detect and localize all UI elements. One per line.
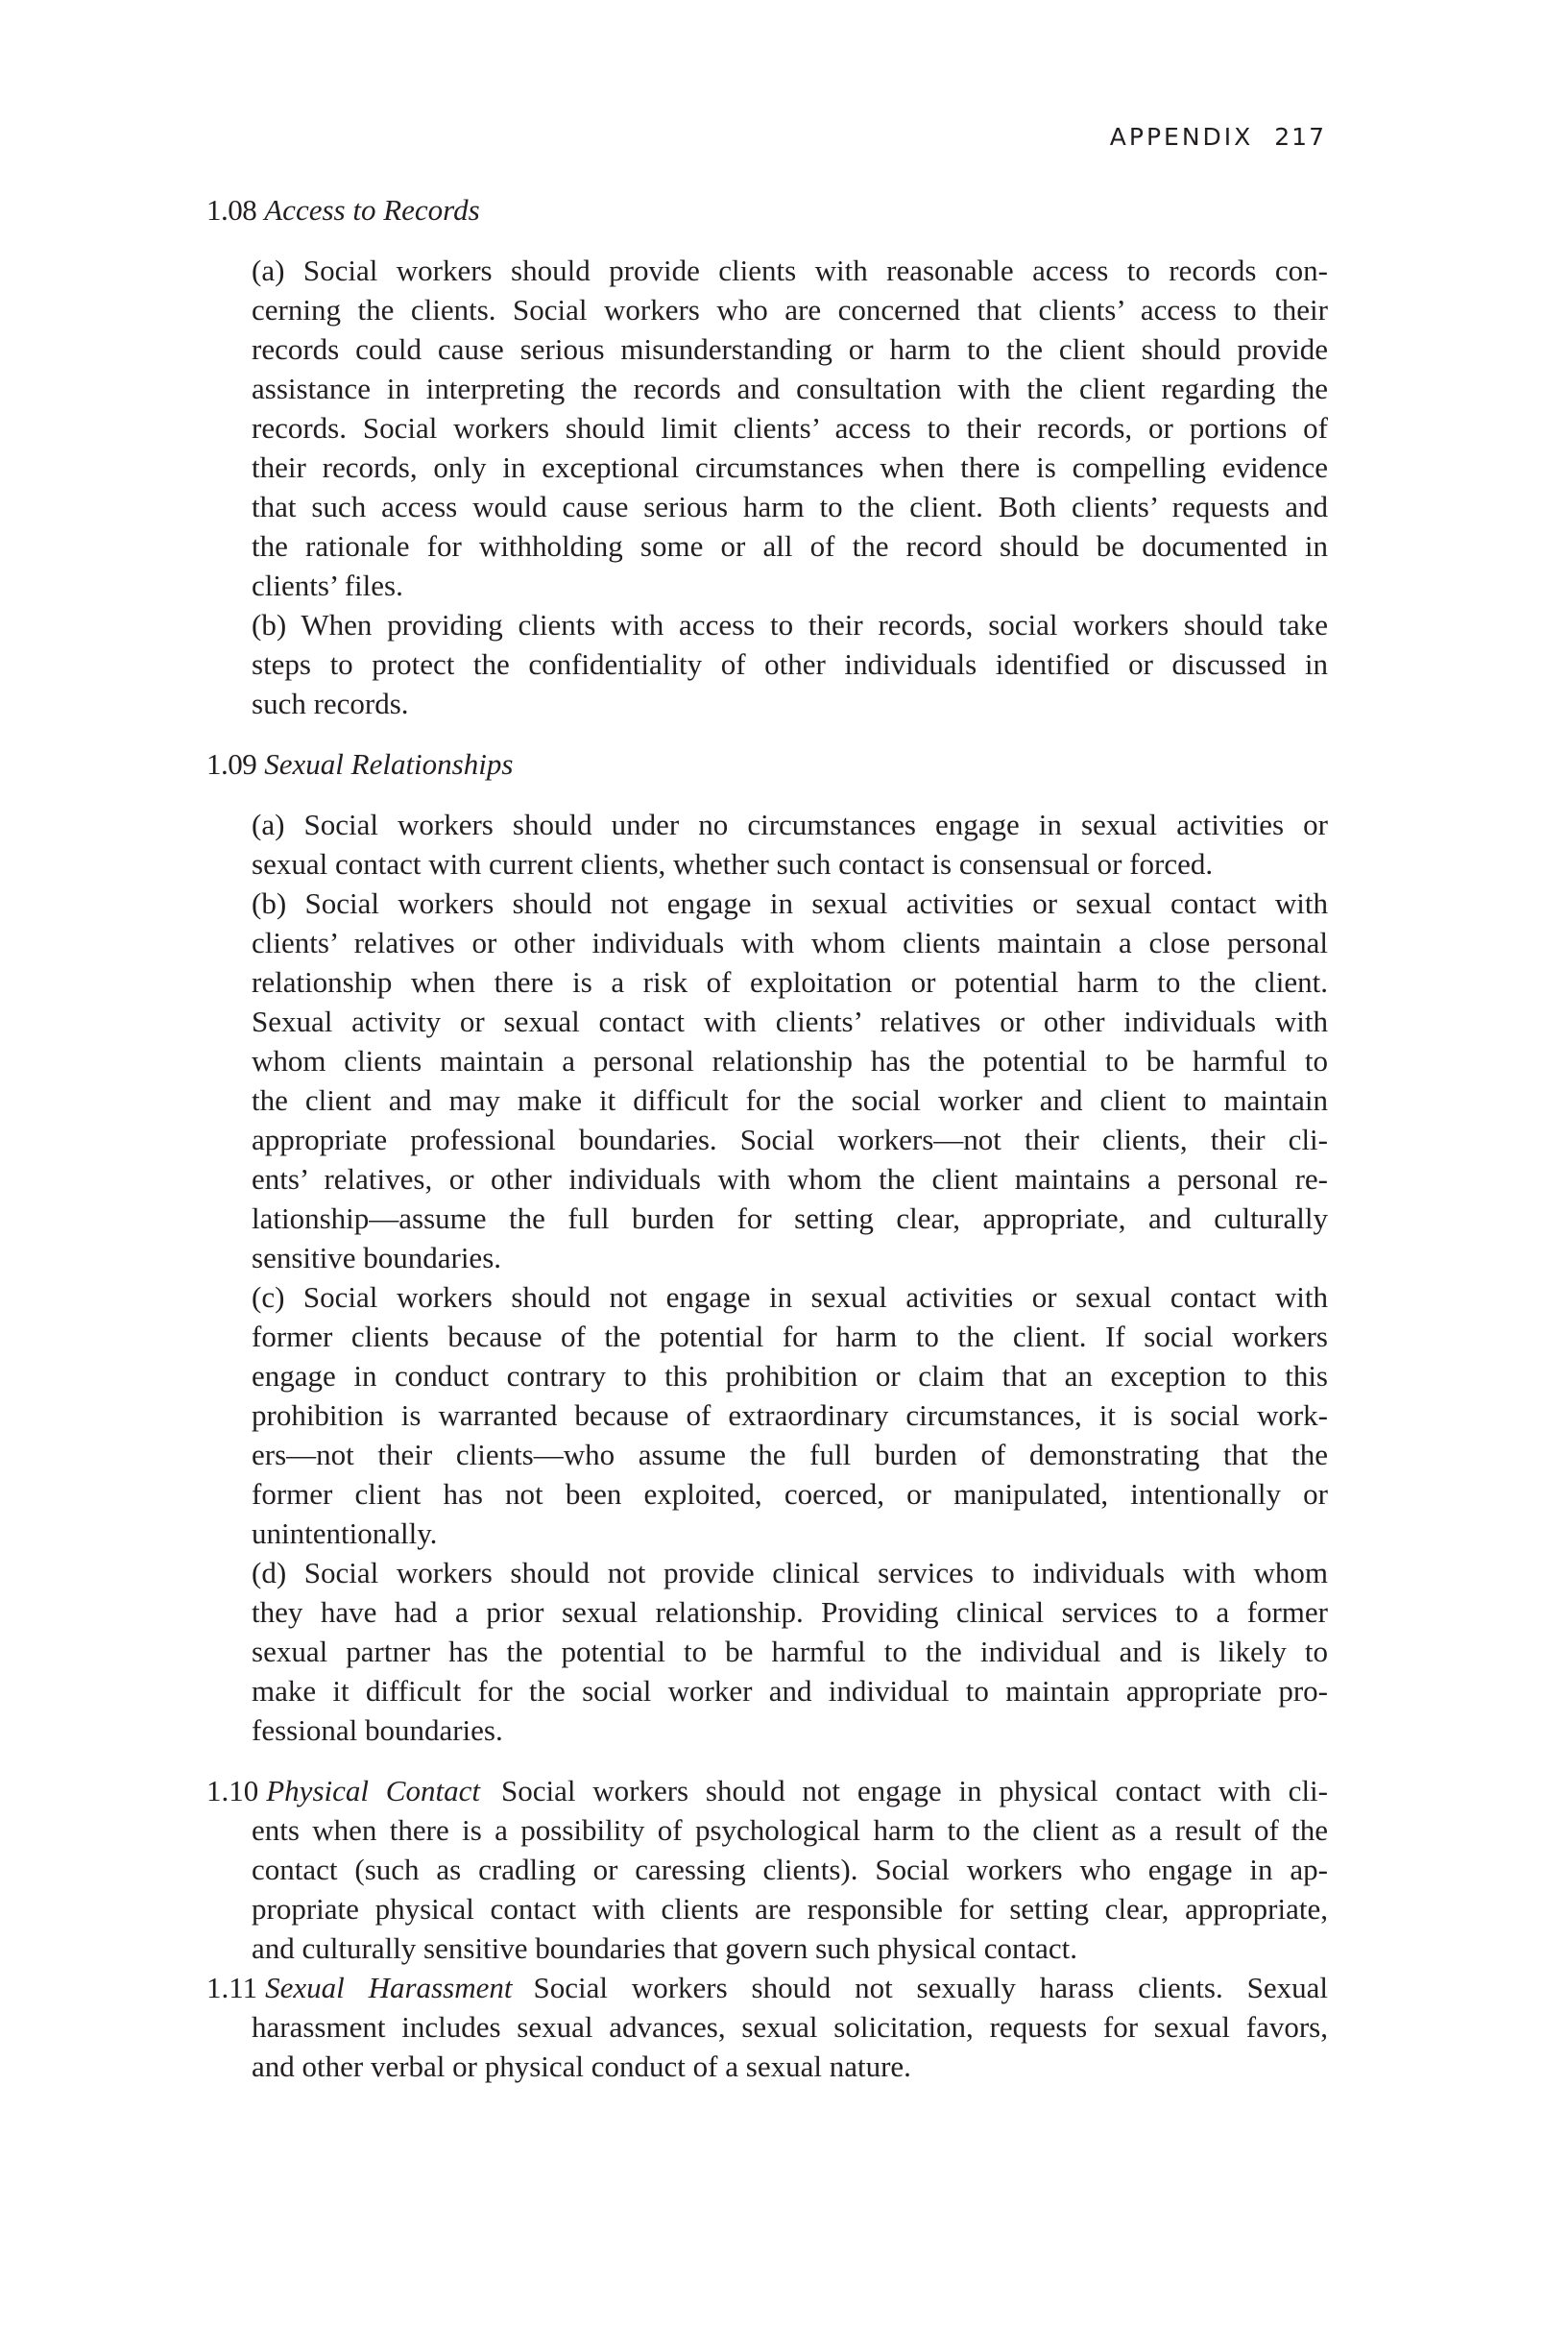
text-line: whom clients maintain a personal relationship has the potential to be harmful to (252, 1044, 1328, 1078)
text-line: cerning the clients. Social workers who are concerned that clients’ access to their (252, 293, 1328, 327)
text-line: such records. (252, 687, 409, 720)
section-title: Access to Records (264, 193, 480, 227)
paragraph-1-09-a (252, 805, 1328, 884)
section-number: 1.10 (206, 1774, 259, 1807)
section-1-10 (206, 1771, 1328, 1968)
text-line: make it difficult for the social worker and individual to maintain appropriate pro- (252, 1674, 1328, 1708)
text-line: fessional boundaries. (252, 1713, 503, 1747)
text-line: sexual contact with current clients, whether such contact is consensual or forced. (252, 847, 1214, 881)
text-line: the rationale for withholding some or all of the record should be documented in (252, 529, 1328, 563)
text-line: they have had a prior sexual relationship. Providing clinical services to a former (252, 1595, 1328, 1629)
text-line: (b) When providing clients with access to their records, social workers should take (252, 608, 1328, 642)
running-head-label: APPENDIX (1109, 123, 1254, 151)
section-heading-1-09 (206, 744, 1328, 784)
text-line: assistance in interpreting the records and consultation with the client regarding the (252, 372, 1328, 405)
text-line: lationship—assume the full burden for setting clear, appropriate, and culturally (252, 1201, 1328, 1235)
text-line: clients’ files. (252, 569, 403, 602)
section-gap (206, 1750, 1328, 1771)
section-title: Physical Contact (266, 1774, 480, 1807)
text-line: the client and may make it difficult for the social worker and client to maintain (252, 1083, 1328, 1117)
section-title: Sexual Harassment (265, 1971, 513, 2004)
paragraph-1-09-d (252, 1553, 1328, 1750)
section-title: Sexual Relationships (264, 747, 514, 781)
text-line: former client has not been exploited, coerced, or manipulated, intentionally or (252, 1477, 1328, 1511)
text-line: contact (such as cradling or caressing clients). Social workers who engage in ap- (252, 1853, 1328, 1886)
text-line: propriate physical contact with clients are responsible for setting clear, appropriate, (252, 1892, 1328, 1926)
section-number: 1.08 (206, 193, 257, 227)
paragraph-1-09-b (252, 884, 1328, 1277)
text-line: steps to protect the confidentiality of other individuals identified or discussed in (252, 647, 1328, 681)
text-line: sexual partner has the potential to be harmful to the individual and is likely to (252, 1635, 1328, 1668)
text-line: that such access would cause serious harm to the client. Both clients’ requests and (252, 490, 1328, 523)
text-line: their records, only in exceptional circumstances when there is compelling evidence (252, 450, 1328, 484)
text-line: ers—not their clients—who assume the full burden of demonstrating that the (252, 1438, 1328, 1471)
section-number: 1.11 (206, 1971, 258, 2004)
text-line: Sexual activity or sexual contact with clients’ relatives or other individuals with (252, 1005, 1328, 1038)
text-line: (a) Social workers should under no circumstances engage in sexual activities or (252, 808, 1328, 841)
text-line: former clients because of the potential for harm to the client. If social workers (252, 1320, 1328, 1353)
section-number: 1.09 (206, 747, 257, 781)
text-line: clients’ relatives or other individuals with whom clients maintain a close personal (252, 926, 1328, 959)
text-line: and other verbal or physical conduct of a sexual nature. (252, 2049, 911, 2083)
text-line: harassment includes sexual advances, sexual solicitation, requests for sexual favors, (252, 2010, 1328, 2044)
text-line: ents when there is a possibility of psychological harm to the client as a result of the (252, 1813, 1328, 1847)
section-1-11 (206, 1968, 1328, 2086)
paragraph-1-08-a (252, 251, 1328, 605)
text-line: ents’ relatives, or other individuals with whom the client maintains a personal re- (252, 1162, 1328, 1196)
section-gap (206, 723, 1328, 744)
text-line: (b) Social workers should not engage in sexual activities or sexual contact with (252, 886, 1328, 920)
section-heading-line-1-10 (206, 1771, 1328, 1810)
text-line: records could cause serious misunderstanding or harm to the client should provide (252, 332, 1328, 366)
text-line: (a) Social workers should provide clients with reasonable access to records con- (252, 254, 1328, 287)
text-line: engage in conduct contrary to this prohibition or claim that an exception to this (252, 1359, 1328, 1393)
section-first-line: Social workers should not engage in physical contact with cli- (500, 1774, 1328, 1807)
text-line: records. Social workers should limit clients’ access to their records, or portions of (252, 411, 1328, 445)
section-heading-line-1-11 (206, 1968, 1328, 2007)
paragraph-1-09-c (252, 1277, 1328, 1553)
running-head (1110, 123, 1326, 151)
text-line: relationship when there is a risk of exploitation or potential harm to the client. (252, 965, 1328, 999)
text-line: (c) Social workers should not engage in sexual activities or sexual contact with (252, 1280, 1328, 1314)
text-line: sensitive boundaries. (252, 1241, 502, 1274)
text-line: (d) Social workers should not provide clinical services to individuals with whom (252, 1556, 1328, 1589)
page-number: 217 (1274, 123, 1326, 151)
text-line: unintentionally. (252, 1516, 438, 1550)
text-line: prohibition is warranted because of extraordinary circumstances, it is social work- (252, 1398, 1328, 1432)
text-line: appropriate professional boundaries. Social workers—not their clients, their cli- (252, 1123, 1328, 1156)
page-content (206, 190, 1328, 2086)
paragraph-1-08-b (252, 605, 1328, 723)
section-heading-1-08 (206, 190, 1328, 230)
section-first-line: Social workers should not sexually harass clients. Sexual (533, 1971, 1328, 2004)
text-line: and culturally sensitive boundaries that govern such physical contact. (252, 1931, 1078, 1965)
